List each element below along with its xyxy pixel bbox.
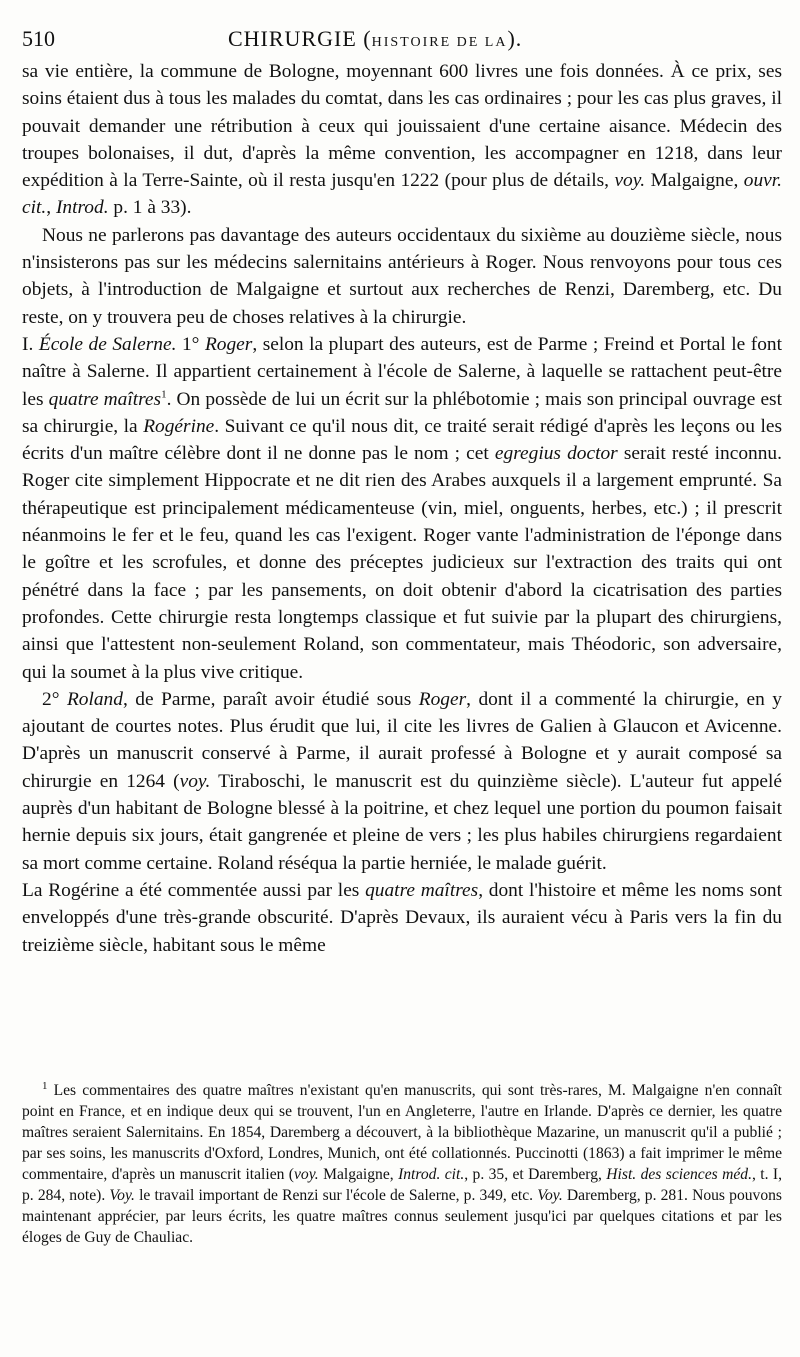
main-text (22, 58, 782, 959)
paragraph-continued: sa vie entière, la commune de Bologne, moyennant 600 livres une fois données. À ce prix, ses soins étaient dus à tous les malades du comtat, dans les cas ordinaires ; pour les cas plus graves, il pouvait demander une rétribution à ceux qui jouissaient d'une certaine aisance. Médecin des troupes bolonaises, il dut, d'après la même convention, les accompagner en 1218, dans leur expédition à la Terre-Sainte, où il resta jusqu'en 1222 (pour plus de détails, voy. Malgaigne, ouvr. cit., Introd. p. 1 à 33). (22, 61, 783, 219)
paragraph-quatre-maitres: La Rogérine a été commentée aussi par les quatre maîtres, dont l'histoire et même les noms sont enveloppés d'une très-grande obscurité. D'après Devaux, ils auraient vécu à Paris vers la fin du treizième siècle, habitant sous le même (22, 879, 782, 956)
footnote-ref: 1 (161, 388, 167, 401)
running-title: CHIRURGIE (HISTOIRE DE LA). (228, 26, 523, 51)
paragraph-ecole-salerne: I. École de Salerne. 1° Roger, selon la plupart des auteurs, est de Parme ; Freind et Portal le font naître à Salerne. Il appartient certainement à l'école de Salerne, à laquelle se rattachent peut-être les quatre maîtres$^1$. On possède de lui un écrit sur la phlébotomie ; mais son principal ouvrage est sa chirurgie, la Rogérine. Suivant ce qu'il nous dit, ce traité serait rédigé d'après les leçons ou les écrits d'un maître célèbre dont il ne donne pas le nom ; cet egregius doctor serait resté inconnu. Roger cite simplement Hippocrate et ne dit rien des Arabes auxquels il a largement emprunté. Sa thérapeutique est principalement médicamenteuse (vin, miel, onguents, herbes, etc.) ; il prescrit néanmoins le fer et le feu, quand les cas l'exigent. Roger vante l'administration de l'éponge dans le goître et les scrofules, et donne des préceptes judicieux sur l'extraction des traits qui ont pénétré dans la face ; par les pansements, on doit obtenir d'abord la cicatrisation des parties profondes. Cette chirurgie resta longtemps classique et fut suivie par la plupart des chirurgiens, ainsi que l'attestent non-seulement Roland, son commentateur, mais Théodoric, son adversaire, qui la soumet à la plus vive critique. (22, 333, 783, 683)
footnote-text: $^1$ Les commentaires des quatre maîtres n'existant qu'en manuscrits, qui sont très-rares, M. Malgaigne n'en connaît point en France, et en indique deux qui se trouvent, l'un en Angleterre, l'autre en Irlande. D'après ce dernier, les quatre maîtres seraient Salernitains. En 1854, Daremberg a découvert, à la bibliothèque Mazarine, un manuscrit qu'il a publié ; par ses soins, les manuscrits d'Oxford, Londres, Munich, ont été collationnés. Puccinotti (1863) a fait imprimer le même commentaire, d'après un manuscrit italien (voy. Malgaigne, Introd. cit., p. 35, et Daremberg, Hist. des sciences méd., t. I, p. 284, note). Voy. le travail important de Renzi sur l'école de Salerne, p. 349, etc. Voy. Daremberg, p. 281. Nous pouvons maintenant apprécier, par leurs écrits, les quatre maîtres connus seulement jusqu'ici par quelques citations et par les éloges de Guy de Chauliac. (22, 1079, 782, 1246)
running-header (22, 24, 778, 54)
page-number: 510 (22, 26, 55, 51)
paragraph-roland: 2° Roland, de Parme, paraît avoir étudié sous Roger, dont il a commenté la chirurgie, en y ajoutant de courtes notes. Plus érudit que lui, il cite les livres de Galien à Glaucon et Avicenne. D'après un manuscrit conservé à Parme, il aurait professé à Bologne et y aurait composé sa chirurgie en 1264 (voy. Tiraboschi, le manuscrit est du quinzième siècle). L'auteur fut appelé auprès d'un habitant de Bologne blessé à la poitrine, et chez lequel une portion du poumon faisait hernie depuis six jours, était gangrenée et pleine de vers ; les plus habiles chirurgiens regardaient sa mort comme certaine. Roland réséqua la partie herniée, le malade guérit. (22, 688, 782, 874)
footnote (22, 1080, 782, 1248)
paragraph-western-authors: Nous ne parlerons pas davantage des auteurs occidentaux du sixième au douzième siècle, nous n'insisterons pas sur les médecins salernitains antérieurs à Roger. Nous renvoyons pour tous ces objets, à l'introduction de Malgaigne et surtout aux recherches de Renzi, Daremberg, etc. Du reste, on y trouvera peu de choses relatives à la chirurgie. (22, 224, 782, 328)
footnote-marker: 1 (42, 1079, 48, 1092)
